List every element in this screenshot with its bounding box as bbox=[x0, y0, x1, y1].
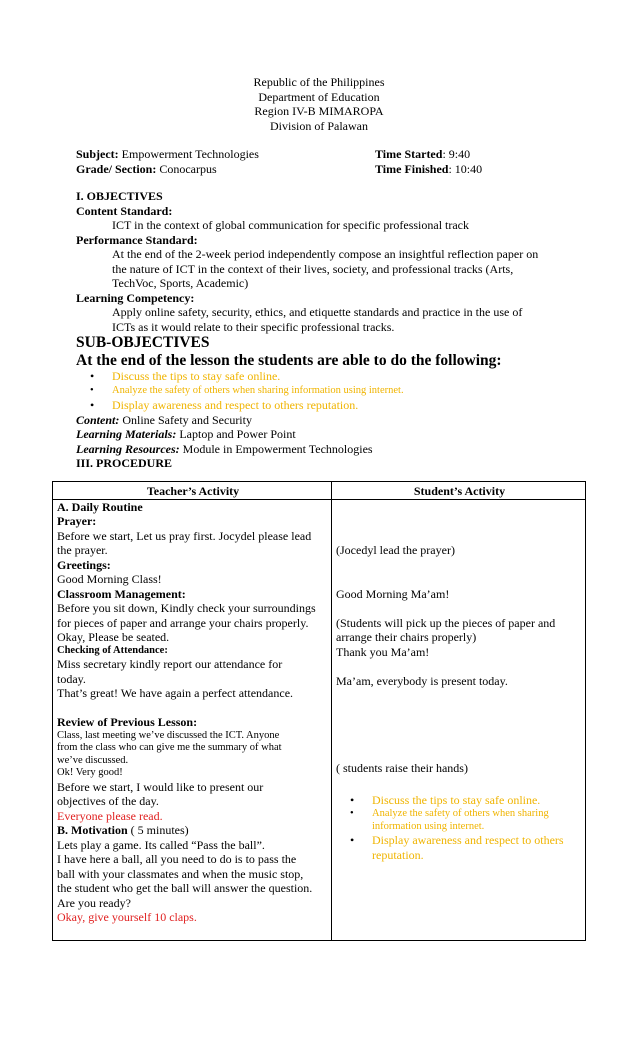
sub-objective-item: • Analyze the safety of others when sharing information using internet. bbox=[76, 384, 576, 399]
document-header bbox=[0, 75, 638, 133]
subject-line: Subject: Empowerment Technologies bbox=[76, 147, 259, 161]
performance-standard-text-2: the nature of ICT in the context of their lives, society, and professional tracks (Arts, bbox=[112, 261, 514, 276]
objectives-intro-2: objectives of the day. bbox=[57, 794, 159, 808]
attendance-text-3: That’s great! We have again a perfect attendance. bbox=[57, 686, 294, 700]
review-text-2: from the class who can give me the summary of what bbox=[57, 742, 282, 753]
student-objective-item: • Discuss the tips to stay safe online. bbox=[336, 793, 583, 808]
student-classroom-text-3: Thank you Ma’am! bbox=[336, 644, 430, 659]
student-classroom-text-1: (Students will pick up the pieces of paper and bbox=[336, 615, 556, 630]
review-text-4: Ok! Very good! bbox=[57, 767, 123, 778]
classroom-management-label: Classroom Management: bbox=[57, 586, 186, 601]
review-text-3: we’ve discussed. bbox=[57, 754, 129, 766]
learning-competency-text-1: Apply online safety, security, ethics, and etiquette standards and practice in the use of bbox=[112, 305, 523, 319]
classroom-text-1: Before you sit down, Kindly check your surroundings bbox=[57, 601, 316, 615]
header-department: Department of Education bbox=[258, 89, 380, 104]
motivation-heading: B. Motivation ( 5 minutes) bbox=[57, 823, 189, 837]
procedure-table bbox=[52, 481, 586, 941]
student-objectives-list bbox=[336, 793, 583, 863]
motivation-text-1: Lets play a game. Its called “Pass the ball”. bbox=[57, 837, 265, 852]
student-review-text: ( students raise their hands) bbox=[336, 760, 468, 775]
content-standard-text: ICT in the context of global communication for specific professional track bbox=[112, 218, 470, 232]
student-objective-item: • Display awareness and respect to others reputation. bbox=[336, 833, 583, 862]
student-attendance-text: Ma’am, everybody is present today. bbox=[336, 673, 508, 688]
table-row bbox=[53, 499, 586, 941]
daily-routine-heading: A. Daily Routine bbox=[57, 499, 143, 514]
table-header-row bbox=[53, 482, 586, 500]
student-greetings-text: Good Morning Ma’am! bbox=[336, 586, 450, 601]
attendance-text-1: Miss secretary kindly report our attendance for bbox=[57, 657, 283, 671]
learning-competency-label: Learning Competency: bbox=[76, 290, 195, 305]
attendance-text-2: today. bbox=[57, 671, 86, 686]
motivation-text-5: Are you ready? bbox=[57, 895, 131, 910]
lesson-meta bbox=[76, 147, 576, 176]
student-prayer-text: (Jocedyl lead the prayer) bbox=[336, 543, 455, 557]
teacher-activity-cell bbox=[53, 499, 332, 941]
sub-objectives-heading: SUB-OBJECTIVES bbox=[76, 334, 210, 351]
time-started-line: Time Started: 9:40 bbox=[375, 147, 471, 161]
sub-objective-item: • Discuss the tips to stay safe online. bbox=[76, 369, 576, 384]
grade-section-line: Grade/ Section: Conocarpus bbox=[76, 161, 217, 176]
content-line: Content: Online Safety and Security bbox=[76, 412, 252, 427]
prayer-text-1: Before we start, Let us pray first. Jocydel please lead bbox=[57, 528, 312, 543]
motivation-text-4: the student who get the ball will answer the question. bbox=[57, 881, 313, 895]
time-finished-line: Time Finished: 10:40 bbox=[375, 161, 483, 176]
teacher-activity-header: Teacher’s Activity bbox=[53, 482, 332, 500]
everyone-read-text: Everyone please read. bbox=[57, 808, 163, 823]
classroom-text-2: for pieces of paper and arrange your chairs properly. bbox=[57, 615, 309, 630]
learning-competency-text-2: ICTs as it would relate to their specific professional tracks. bbox=[112, 319, 395, 334]
greetings-label: Greetings: bbox=[57, 557, 111, 572]
student-objective-item: • Analyze the safety of others when sharing information using internet. bbox=[336, 807, 583, 833]
header-republic: Republic of the Philippines bbox=[253, 75, 385, 89]
claps-text: Okay, give yourself 10 claps. bbox=[57, 910, 197, 924]
procedure-heading: III. PROCEDURE bbox=[76, 456, 173, 470]
header-division: Division of Palawan bbox=[270, 118, 368, 133]
motivation-text-3: ball with your classmates and when the music stop, bbox=[57, 866, 304, 881]
student-activity-cell bbox=[332, 499, 586, 941]
objectives-heading: I. OBJECTIVES bbox=[76, 189, 163, 203]
header-region: Region IV-B MIMAROPA bbox=[254, 104, 384, 118]
classroom-text-3: Okay, Please be seated. bbox=[57, 630, 170, 644]
student-activity-header: Student’s Activity bbox=[332, 482, 586, 500]
content-standard-label: Content Standard: bbox=[76, 203, 173, 218]
greetings-text: Good Morning Class! bbox=[57, 572, 162, 586]
learning-resources-line: Learning Resources: Module in Empowerment Technologies bbox=[76, 441, 373, 456]
prayer-label: Prayer: bbox=[57, 514, 97, 528]
performance-standard-text-1: At the end of the 2-week period independently compose an insightful reflection paper on bbox=[112, 247, 539, 261]
objectives-intro-1: Before we start, I would like to present our bbox=[57, 779, 264, 794]
performance-standard-label: Performance Standard: bbox=[76, 232, 198, 247]
objectives-section bbox=[76, 189, 576, 471]
learning-materials-line: Learning Materials: Laptop and Power Point bbox=[76, 427, 296, 441]
prayer-text-2: the prayer. bbox=[57, 543, 108, 557]
sub-objective-item: • Display awareness and respect to others reputation. bbox=[76, 398, 576, 413]
performance-standard-text-3: TechVoc, Sports, Academic) bbox=[112, 276, 249, 290]
review-label: Review of Previous Lesson: bbox=[57, 715, 198, 729]
review-text-1: Class, last meeting we’ve discussed the ICT. Anyone bbox=[57, 729, 280, 741]
attendance-label: Checking of Attendance: bbox=[57, 644, 168, 656]
motivation-text-2: I have here a ball, all you need to do is to pass the bbox=[57, 852, 297, 866]
sub-objectives-intro: At the end of the lesson the students are able to do the following: bbox=[76, 351, 502, 369]
sub-objectives-list bbox=[76, 369, 576, 413]
student-classroom-text-2: arrange their chairs properly) bbox=[336, 630, 477, 644]
